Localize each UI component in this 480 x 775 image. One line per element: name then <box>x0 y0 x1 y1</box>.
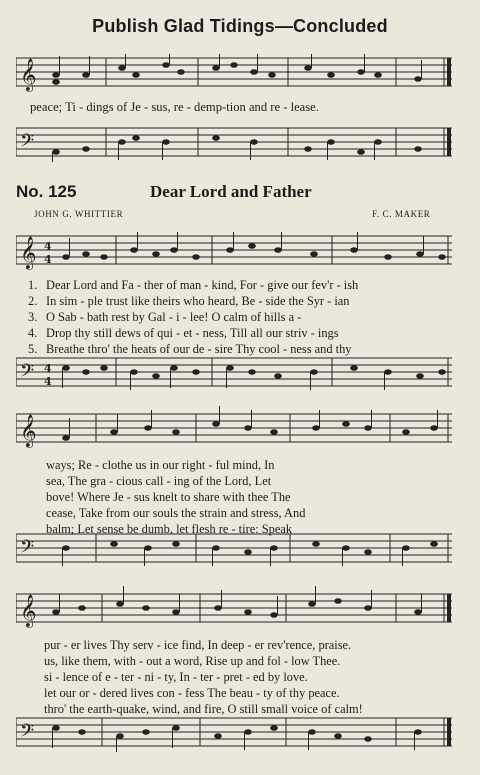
svg-text:𝄢: 𝄢 <box>20 361 35 386</box>
verse-number: 4. <box>28 326 38 340</box>
verse-text: In sim - ple trust like theirs who heard, Be - side the Syr - ian <box>46 294 350 308</box>
verse-3-line: si - lence of e - ter - ni - ty, In - ter - pret - ed by love. <box>44 670 308 684</box>
verse-text: Dear Lord and Fa - ther of man - kind, For - give our fev'r - ish <box>46 278 359 292</box>
system1-treble-staff <box>16 228 452 272</box>
svg-text:𝄞: 𝄞 <box>20 594 37 627</box>
system2-bass-staff <box>16 526 452 570</box>
verse-3-line <box>28 310 301 325</box>
system2-treble-staff <box>16 406 452 450</box>
verse-text: O Sab - bath rest by Gal - i - lee! O calm of hills a - <box>46 310 302 324</box>
verse-number: 5. <box>28 342 38 356</box>
system3-treble-staff <box>16 586 452 630</box>
verse-4-line <box>28 326 339 341</box>
svg-text:4: 4 <box>44 240 52 253</box>
verse-text: Breathe thro' the heats of our de - sire Thy cool - ness and thy <box>46 342 352 356</box>
verse-1-line: pur - er lives Thy serv - ice find, In deep - er rev'rence, praise. <box>44 638 352 652</box>
hymn-number: No. 125 <box>16 182 77 201</box>
svg-text:𝄢: 𝄢 <box>20 131 35 156</box>
composer-credit: F. C. MAKER <box>372 209 431 219</box>
svg-text:4: 4 <box>44 375 52 388</box>
verse-number: 2. <box>28 294 38 308</box>
svg-text:𝄢: 𝄢 <box>20 721 35 746</box>
top-treble-staff <box>16 54 452 92</box>
svg-text:𝄞: 𝄞 <box>20 236 37 269</box>
author-credit: JOHN G. WHITTIER <box>34 209 124 219</box>
verse-5-line: balm; Let sense be dumb, let flesh re - tire: Speak <box>46 522 293 536</box>
system1-bass-staff <box>16 350 452 394</box>
system3-bass-staff <box>16 710 452 754</box>
verse-number: 1. <box>28 278 38 292</box>
top-bass-staff <box>16 122 452 162</box>
verse-3-line: bove! Where Je - sus knelt to share with thee The <box>46 490 291 504</box>
top-lyric-line: peace; Ti - dings of Je - sus, re - demp-tion and re - lease. <box>30 100 319 114</box>
continued-title: Publish Glad Tidings—Concluded <box>92 16 388 36</box>
verse-2-line: sea, The gra - cious call - ing of the Lord, Let <box>46 474 272 488</box>
verse-text: Drop thy still dews of qui - et - ness, Till all our striv - ings <box>46 326 339 340</box>
verse-2-line <box>28 294 350 309</box>
verse-1-line: ways; Re - clothe us in our right - ful mind, In <box>46 458 275 472</box>
svg-text:4: 4 <box>44 362 52 375</box>
verse-number: 3. <box>28 310 38 324</box>
svg-text:4: 4 <box>44 253 52 266</box>
verse-4-line: let our or - dered lives con - fess The beau - ty of thy peace. <box>44 686 340 700</box>
svg-text:𝄢: 𝄢 <box>20 537 35 562</box>
hymn-title: Dear Lord and Father <box>150 182 312 201</box>
verse-4-line: cease, Take from our souls the strain and stress, And <box>46 506 306 520</box>
svg-text:𝄞: 𝄞 <box>20 414 37 447</box>
verse-2-line: us, like them, with - out a word, Rise up and fol - low Thee. <box>44 654 341 668</box>
verse-5-line: thro' the earth-quake, wind, and fire, O still small voice of calm! <box>44 702 363 716</box>
verse-1-line <box>28 278 358 293</box>
svg-text:𝄞: 𝄞 <box>20 58 37 91</box>
